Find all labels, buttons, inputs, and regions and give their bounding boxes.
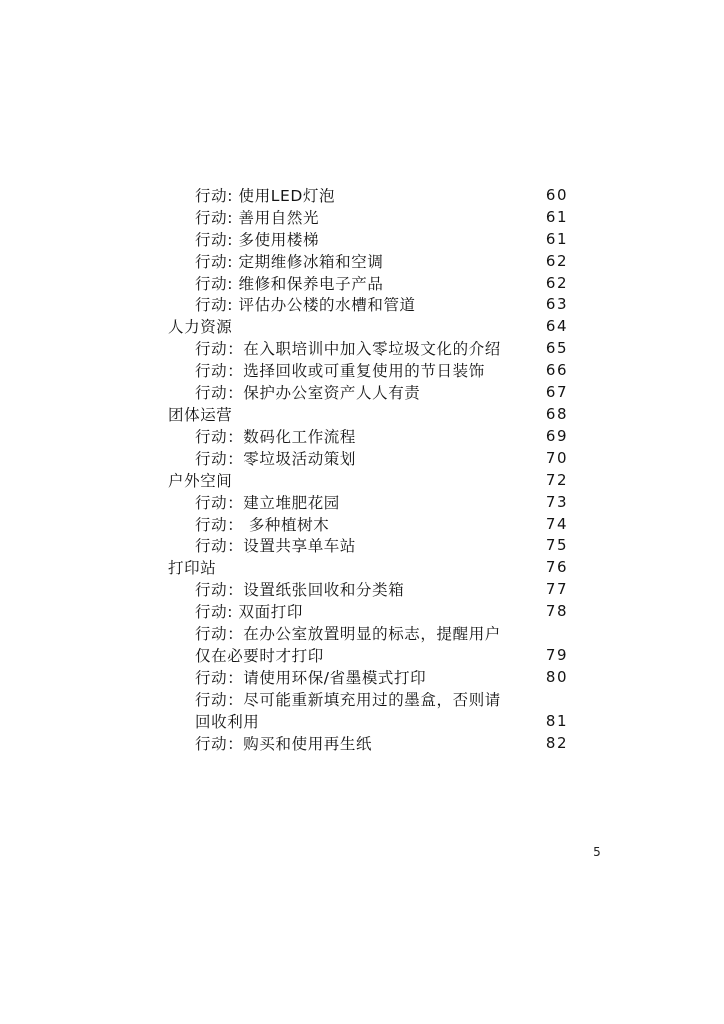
toc-entry-title: 行动: 多使用楼梯	[195, 230, 320, 249]
toc-entry-page: 69	[545, 426, 568, 445]
toc-section	[168, 403, 568, 425]
toc-entry	[168, 535, 568, 557]
toc-entry-continued	[168, 710, 568, 732]
toc-entry-page: 63	[545, 295, 568, 314]
toc-section-page: 64	[545, 317, 568, 336]
toc-entry-title: 行动：尽可能重新填充用过的墨盒，否则请	[195, 690, 501, 709]
toc-entry-title: 行动: 双面打印	[195, 603, 303, 622]
toc-entry-title: 行动: 维修和保养电子产品	[195, 274, 384, 293]
toc-entry-page: 61	[545, 207, 568, 226]
toc-entry	[168, 272, 568, 294]
toc-entry	[168, 294, 568, 316]
toc-entry-title: 行动: 使用LED灯泡	[195, 186, 336, 205]
toc-section-page: 72	[545, 470, 568, 489]
toc-entry-title: 行动: 定期维修冰箱和空调	[195, 252, 384, 271]
toc-entry-page: 78	[545, 602, 568, 621]
toc-entry-page: 65	[545, 339, 568, 358]
toc-entry-page: 81	[545, 711, 568, 730]
toc-entry-title: 行动：购买和使用再生纸	[195, 734, 373, 753]
toc-entry	[168, 513, 568, 535]
toc-entry	[168, 425, 568, 447]
toc-entry-page: 77	[545, 580, 568, 599]
toc-entry-title: 行动：保护办公室资产人人有责	[195, 384, 421, 403]
toc-entry	[168, 250, 568, 272]
toc-entry-title: 行动: 评估办公楼的水槽和管道	[195, 296, 416, 315]
toc-entry	[168, 688, 568, 710]
toc-entry-title: 行动：建立堆肥花园	[195, 493, 340, 512]
page-number: 5	[593, 845, 601, 859]
toc-entry	[168, 206, 568, 228]
toc-entry-title: 仅在必要时才打印	[195, 646, 324, 665]
toc-section-page: 68	[545, 405, 568, 424]
toc-section-title: 户外空间	[168, 471, 233, 490]
toc-entry	[168, 600, 568, 622]
toc-section	[168, 315, 568, 337]
toc-entry-continued	[168, 644, 568, 666]
toc-entry-page: 62	[545, 273, 568, 292]
toc-entry-title: 行动：在入职培训中加入零垃圾文化的介绍	[195, 340, 501, 359]
toc-entry	[168, 381, 568, 403]
toc-section-title: 打印站	[168, 559, 217, 578]
toc-entry-page: 62	[545, 251, 568, 270]
toc-entry-title: 行动: 善用自然光	[195, 208, 320, 227]
toc-entry-title: 行动：请使用环保/省墨模式打印	[195, 668, 427, 687]
toc-section-title: 团体运营	[168, 406, 233, 425]
toc-entry	[168, 447, 568, 469]
toc-entry-title: 行动：数码化工作流程	[195, 427, 357, 446]
toc-entry-page: 80	[545, 667, 568, 686]
toc-entry-title: 行动：零垃圾活动策划	[195, 449, 357, 468]
toc-entry-page: 61	[545, 229, 568, 248]
toc-entry-page: 70	[545, 448, 568, 467]
toc-entry-title: 行动：设置共享单车站	[195, 537, 357, 556]
toc-entry-page: 60	[545, 185, 568, 204]
toc-entry	[168, 578, 568, 600]
toc-section	[168, 469, 568, 491]
toc-entry-title: 行动：设置纸张回收和分类箱	[195, 581, 405, 600]
toc-entry	[168, 666, 568, 688]
toc-entry-page: 66	[545, 361, 568, 380]
toc-entry	[168, 491, 568, 513]
toc-entry-title: 行动：在办公室放置明显的标志，提醒用户	[195, 625, 501, 644]
toc-entry	[168, 359, 568, 381]
toc-section-page: 76	[545, 558, 568, 577]
toc-entry-title: 行动：选择回收或可重复使用的节日装饰	[195, 362, 485, 381]
toc-entry-title: 回收利用	[195, 712, 260, 731]
toc-section-title: 人力资源	[168, 318, 233, 337]
toc-entry	[168, 622, 568, 644]
toc-entry-page: 73	[545, 492, 568, 511]
toc-entry-page: 79	[545, 645, 568, 664]
toc-entry-page: 67	[545, 383, 568, 402]
toc-entry-page: 75	[545, 536, 568, 555]
toc-entry	[168, 184, 568, 206]
toc-entry	[168, 337, 568, 359]
toc-entry-title: 行动： 多种植树木	[195, 515, 330, 534]
toc-entry-page: 74	[545, 514, 568, 533]
toc-entry	[168, 228, 568, 250]
toc-section	[168, 556, 568, 578]
table-of-contents	[168, 184, 568, 754]
toc-entry-page: 82	[545, 733, 568, 752]
toc-entry	[168, 732, 568, 754]
